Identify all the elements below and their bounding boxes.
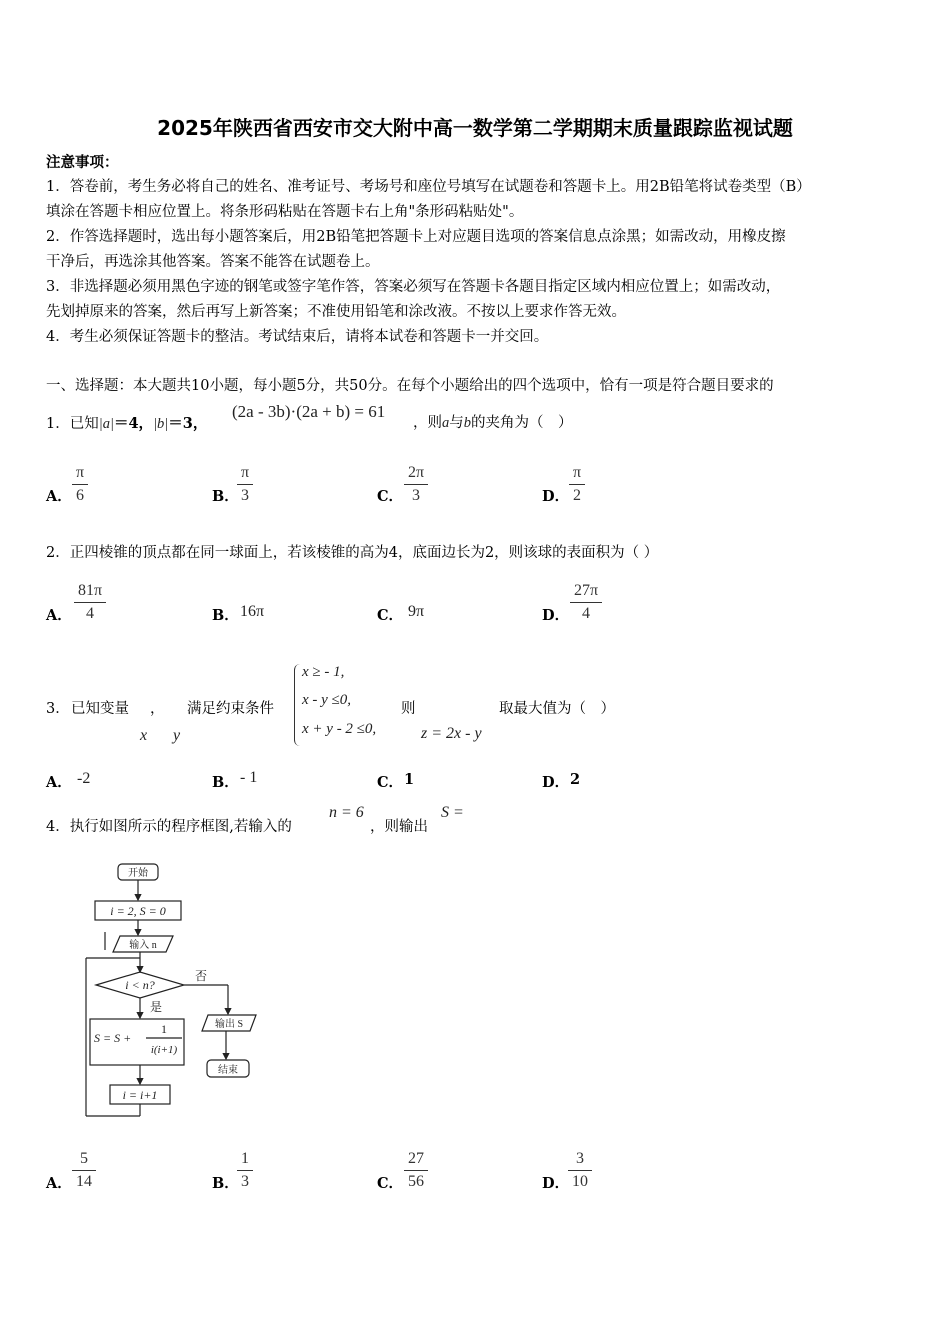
q1-option-c-value: $\frac{2\pi}{3}$ [404, 462, 428, 507]
q1-option-b-label: B． [212, 488, 239, 505]
q3-option-d-label: D． [542, 774, 570, 791]
notice-line-4: 干净后，再选涂其他答案。答案不能答在试题卷上。 [46, 254, 380, 270]
q4-s-equals: S = [441, 804, 464, 821]
q2-option-c-value: 9π [408, 603, 425, 620]
notice-line-7: 4．考生必须保证答题卡的整洁。考试结束后，请将本试卷和答题卡一并交回。 [46, 329, 549, 345]
q1-option-c-label: C． [377, 488, 404, 505]
q3-option-a-label: A． [46, 774, 72, 791]
q4-option-a-value: $\frac{5}{14}$ [72, 1148, 96, 1193]
q4-number: 4． [46, 819, 70, 835]
q4-stem [46, 815, 292, 840]
q4-post: ，则输出 [370, 819, 428, 835]
q2-option-b-value: 16π [240, 603, 265, 620]
flow-no-label: 否 [195, 969, 208, 983]
q1-condition: (2a - 3b)·(2a + b) = 61 [232, 402, 386, 421]
q4-option-c-label: C． [377, 1175, 404, 1192]
flow-start-label: 开始 [128, 868, 148, 879]
q3-constraint-2: x - y ≤0, [302, 692, 352, 708]
notice-line-1: 1．答卷前，考生务必将自己的姓名、准考证号、考场号和座位号填写在试题卷和答题卡上。用2B铅笔将试卷类型（B） [46, 179, 811, 195]
q2-option-d-value: $\frac{27\pi}{4}$ [570, 580, 602, 625]
q2-number: 2． [46, 545, 70, 561]
q1-option-b-value: $\frac{\pi}{3}$ [237, 462, 253, 507]
q3-option-b-label: B． [212, 774, 239, 791]
q4-option-c-value: $\frac{27}{56}$ [404, 1148, 428, 1193]
q3-option-d-value: 2 [570, 771, 581, 788]
q4-n-equals: n = 6 [329, 804, 364, 821]
q1-eq3: ＝3， [168, 415, 208, 432]
q2-text: 正四棱锥的顶点都在同一球面上，若该棱锥的高为4，底面边长为2，则该球的表面积为（ ） [69, 545, 659, 561]
q1-option-a-label: A． [46, 488, 72, 505]
q4-flowchart [80, 858, 270, 1123]
notice-line-3: 2．作答选择题时，选出每小题答案后，用2B铅笔把答题卡上对应题目选项的答案信息点涂黑；如需改动，用橡皮擦 [46, 229, 786, 245]
notice-line-2: 填涂在答题卡相应位置上。将条形码粘贴在答题卡右上角"条形码粘贴处"。 [46, 204, 524, 220]
flow-init-label: i = 2, S = 0 [110, 904, 166, 918]
q1-b: b [463, 415, 471, 431]
q2-stem [46, 541, 658, 566]
q3-comma: ， [150, 701, 165, 717]
q1-eq4: ＝4， [113, 415, 154, 432]
q4-option-a-label: A． [46, 1175, 72, 1192]
q2-option-c-label: C． [377, 607, 404, 624]
q1-post: ，则 [413, 415, 442, 431]
q1-a-abs: |a| [98, 416, 114, 432]
flow-input-label: 输入 n [129, 940, 157, 951]
notice-line-5: 3．非选择题必须用黑色字迹的钢笔或签字笔作答，答案必须写在答题卡各题目指定区域内相应位置上；如需改动， [46, 279, 781, 295]
section-heading: 一、选择题：本大题共10小题，每小题5分，共50分。在每个小题给出的四个选项中，恰有一项是符合题目要求的 [46, 378, 774, 394]
q3-brace [294, 664, 301, 746]
q2-option-a-value: $\frac{81\pi}{4}$ [74, 580, 106, 625]
flow-output-label: 输出 S [214, 1019, 244, 1030]
flow-increment-label: i = i+1 [122, 1088, 158, 1102]
q3-option-a-value: -2 [77, 770, 91, 787]
flow-yes-label: 是 [150, 1000, 163, 1014]
q1-a: a [442, 415, 450, 431]
page-title: 2025年陕西省西安市交大附中高一数学第二学期期末质量跟踪监视试题 [157, 116, 793, 140]
notice-line-6: 先划掉原来的答案，然后再写上新答案；不准使用铅笔和涂改液。不按以上要求作答无效。 [46, 304, 626, 320]
flow-end-label: 结束 [218, 1065, 238, 1076]
q4-option-d-label: D． [542, 1175, 570, 1192]
q3-x: x [140, 727, 148, 744]
flow-frac-den: i(i+1) [150, 1044, 178, 1056]
q1-pre: 已知 [69, 416, 99, 432]
q1-tail-text: 的夹角为（ ） [471, 415, 573, 431]
q3-constraint-1: x ≥ - 1, [302, 664, 345, 680]
q1-option-d-value: $\frac{\pi}{2}$ [569, 462, 585, 507]
q3-then: 则 [401, 701, 416, 717]
flow-update-label: S = S + [94, 1031, 132, 1045]
q3-number: 3． [46, 701, 70, 717]
flow-decision-label: i < n? [125, 978, 155, 992]
q3-tail: 取最大值为（ ） [499, 701, 615, 717]
q1-stem [46, 411, 207, 437]
q3-option-b-value: - 1 [240, 769, 258, 786]
flow-frac-num: 1 [161, 1022, 167, 1036]
q4-pre: 执行如图所示的程序框图,若输入的 [69, 819, 292, 835]
q2-option-a-label: A． [46, 607, 72, 624]
q3-y: y [173, 727, 181, 744]
q2-option-d-label: D． [542, 607, 570, 624]
q3-constraint-3: x + y - 2 ≤0, [302, 721, 377, 737]
q1-option-d-label: D． [542, 488, 570, 505]
q2-option-b-label: B． [212, 607, 239, 624]
q1-number: 1． [46, 416, 70, 432]
q1-tail [413, 411, 573, 436]
q4-option-b-value: $\frac{1}{3}$ [237, 1148, 253, 1193]
q4-option-d-value: $\frac{3}{10}$ [568, 1148, 592, 1193]
q3-pre: 已知变量 [71, 701, 129, 717]
q3-mid: 满足约束条件 [187, 701, 274, 717]
q3-objective: z = 2x - y [421, 725, 482, 742]
notice-heading: 注意事项： [46, 154, 119, 171]
q3-option-c-label: C． [377, 774, 404, 791]
q1-yu: 与 [449, 415, 464, 431]
q1-option-a-value: $\frac{\pi}{6}$ [72, 462, 88, 507]
q4-option-b-label: B． [212, 1175, 239, 1192]
q1-b-abs: |b| [153, 416, 169, 432]
q3-option-c-value: 1 [404, 771, 415, 788]
